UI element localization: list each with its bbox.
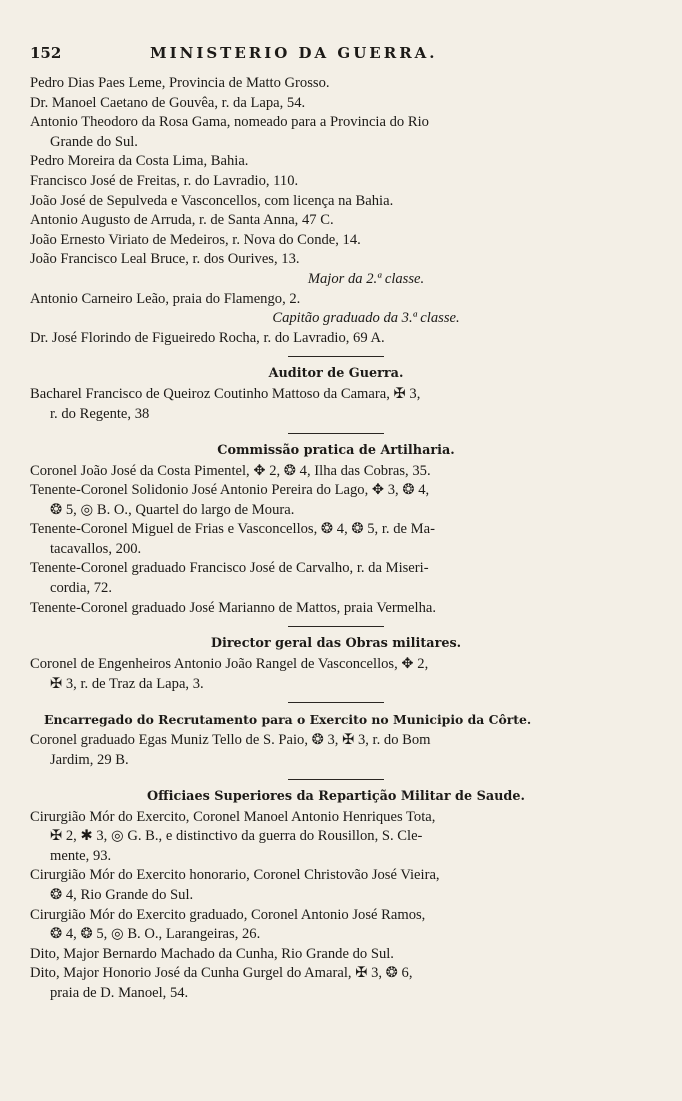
text-line: Capitão graduado da 3.ª classe. — [272, 310, 460, 327]
text-line: Pedro Moreira da Costa Lima, Bahia. — [30, 153, 249, 170]
text-line: Cirurgião Mór do Exercito, Coronel Manoel Antonio Henriques Tota, — [30, 808, 436, 825]
text-line: Antonio Augusto de Arruda, r. de Santa Anna, 47 C. — [30, 212, 334, 229]
section-officiaes — [30, 808, 642, 1004]
text-line: Dr. Manoel Caetano de Gouvêa, r. da Lapa, 54. — [30, 94, 306, 111]
text-line: Tenente-Coronel graduado José Marianno de Mattos, praia Vermelha. — [30, 599, 436, 616]
text-line: Jardim, 29 B. — [50, 752, 129, 769]
text-line: Dr. José Florindo de Figueiredo Rocha, r. do Lavradio, 69 A. — [30, 329, 385, 346]
section-auditor — [30, 385, 642, 424]
text-line: Cirurgião Mór do Exercito honorario, Coronel Christovão José Vieira, — [30, 867, 440, 884]
text-line: Coronel de Engenheiros Antonio João Rangel de Vasconcellos, ✥ 2, — [30, 656, 429, 673]
section-title-recrutamento: Encarregado do Recrutamento para o Exercito no Municipio da Côrte. — [44, 712, 532, 728]
text-line: Antonio Theodoro da Rosa Gama, nomeado para a Provincia do Rio — [30, 114, 429, 131]
text-line: Pedro Dias Paes Leme, Provincia de Matto Grosso. — [30, 75, 330, 91]
text-line: Tenente-Coronel graduado Francisco José de Carvalho, r. da Miseri- — [30, 560, 429, 577]
text-line: cordia, 72. — [50, 580, 113, 597]
text-line: João Ernesto Viriato de Medeiros, r. Nova do Conde, 14. — [30, 231, 361, 248]
text-line: Dito, Major Bernardo Machado da Cunha, Rio Grande do Sul. — [30, 945, 394, 962]
section-title-auditor: Auditor de Guerra. — [268, 366, 404, 382]
text-line: Bacharel Francisco de Queiroz Coutinho Mattoso da Camara, ✠ 3, — [30, 386, 421, 403]
text-line: ✠ 2, ✱ 3, ◎ G. B., e distinctivo da guerra do Rousillon, S. Cle- — [50, 828, 423, 845]
section-director — [30, 655, 642, 694]
section-divider — [288, 702, 384, 703]
text-line: r. do Regente, 38 — [50, 405, 150, 422]
text-line: Major da 2.ª classe. — [307, 270, 425, 287]
text-line: Tenente-Coronel Solidonio José Antonio Pereira do Lago, ✥ 3, ❂ 4, — [30, 482, 430, 499]
text-line: Cirurgião Mór do Exercito graduado, Coronel Antonio José Ramos, — [30, 906, 426, 923]
page-number: 152 — [30, 44, 62, 62]
section-title-commissao: Commissão pratica de Artilharia. — [217, 442, 455, 458]
text-line: ❂ 5, ◎ B. O., Quartel do largo de Moura. — [50, 501, 295, 518]
page-header — [30, 44, 642, 74]
section-divider — [288, 626, 384, 627]
text-line: Tenente-Coronel Miguel de Frias e Vasconcellos, ❂ 4, ❂ 5, r. de Ma- — [30, 521, 435, 538]
text-line: ❂ 4, Rio Grande do Sul. — [50, 887, 194, 903]
text-line: ✠ 3, r. de Traz da Lapa, 3. — [50, 675, 204, 692]
text-line: Coronel João José da Costa Pimentel, ✥ 2, ❂ 4, Ilha das Cobras, 35. — [30, 462, 431, 479]
personnel-list — [30, 74, 642, 348]
section-recrutamento — [30, 731, 642, 770]
section-divider — [288, 433, 384, 434]
text-line: Francisco José de Freitas, r. do Lavradio, 110. — [30, 172, 299, 189]
section-divider — [288, 356, 384, 357]
section-title-officiaes: Officiaes Superiores da Repartição Militar de Saude. — [147, 788, 525, 804]
section-commissao — [30, 462, 642, 619]
text-line: João José de Sepulveda e Vasconcellos, com licença na Bahia. — [30, 192, 394, 209]
text-line: Dito, Major Honorio José da Cunha Gurgel do Amaral, ✠ 3, ❂ 6, — [30, 965, 413, 982]
document-page — [30, 44, 642, 1004]
text-line: mente, 93. — [50, 847, 112, 864]
text-line: praia de D. Manoel, 54. — [50, 984, 189, 1001]
section-divider — [288, 779, 384, 780]
text-line: João Francisco Leal Bruce, r. dos Ourives, 13. — [30, 251, 300, 268]
text-line: ❂ 4, ❂ 5, ◎ B. O., Larangeiras, 26. — [50, 926, 261, 943]
text-line: Antonio Carneiro Leão, praia do Flamengo, 2. — [30, 290, 301, 307]
text-line: tacavallos, 200. — [50, 540, 142, 557]
section-title-director: Director geral das Obras militares. — [210, 636, 462, 652]
running-title: MINISTERIO DA GUERRA. — [150, 44, 438, 62]
text-line: Grande do Sul. — [50, 133, 138, 150]
text-line: Coronel graduado Egas Muniz Tello de S. Paio, ❂ 3, ✠ 3, r. do Bom — [30, 732, 431, 749]
